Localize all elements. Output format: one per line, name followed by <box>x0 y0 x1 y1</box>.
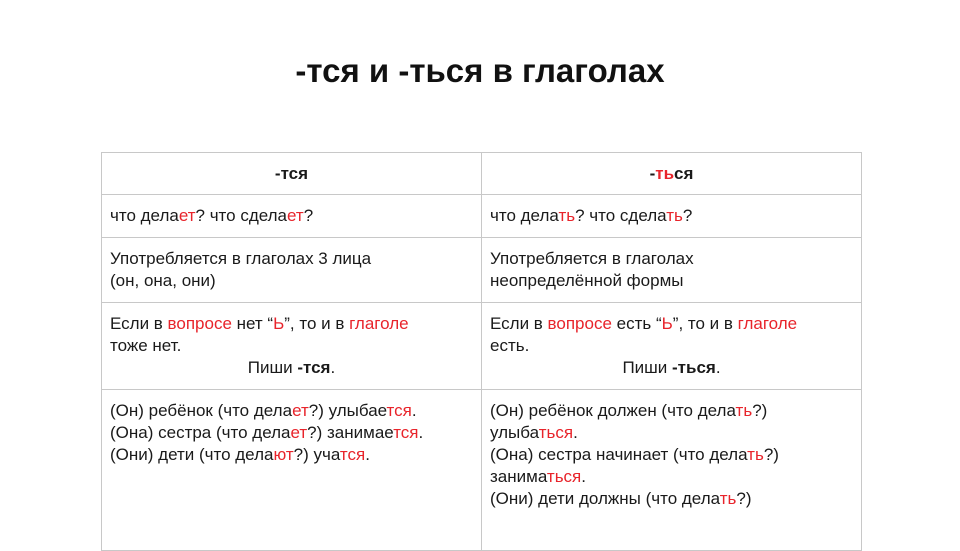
rules-table <box>101 152 862 551</box>
examples-tsya-soft: (Он) ребёнок должен (что делать?) улыбаться. (Она) сестра начинает (что делать?) заниматься. (Они) дети должны (что делать?) <box>482 390 862 551</box>
write-hint-tsya: Пиши -тся. <box>247 358 336 377</box>
table-row-examples <box>102 390 862 551</box>
rule-tsya: Если в вопросе нет “Ь”, то и в глаголе тоже нет. Пиши -тся. <box>102 303 482 390</box>
usage-tsya: Употребляется в глаголах 3 лица (он, она, они) <box>102 238 482 303</box>
table-row-question <box>102 195 862 238</box>
header-tsya: -тся <box>102 153 482 195</box>
header-tsya-soft: -ться <box>482 153 862 195</box>
table-header-row <box>102 153 862 195</box>
rule-tsya-soft: Если в вопросе есть “Ь”, то и в глаголе есть. Пиши -ться. <box>482 303 862 390</box>
question-tsya: что делает? что сделает? <box>102 195 482 238</box>
table-row-rule <box>102 303 862 390</box>
usage-tsya-soft: Употребляется в глаголах неопределённой формы <box>482 238 862 303</box>
table-row-usage <box>102 238 862 303</box>
question-tsya-soft: что делать? что сделать? <box>482 195 862 238</box>
page-title: -тся и -ться в глаголах <box>295 52 665 89</box>
write-hint-tsya-soft: Пиши -ться. <box>622 358 721 377</box>
examples-tsya: (Он) ребёнок (что делает?) улыбается. (Она) сестра (что делает?) занимается. (Они) дети (что делают?) учатся. <box>102 390 482 551</box>
